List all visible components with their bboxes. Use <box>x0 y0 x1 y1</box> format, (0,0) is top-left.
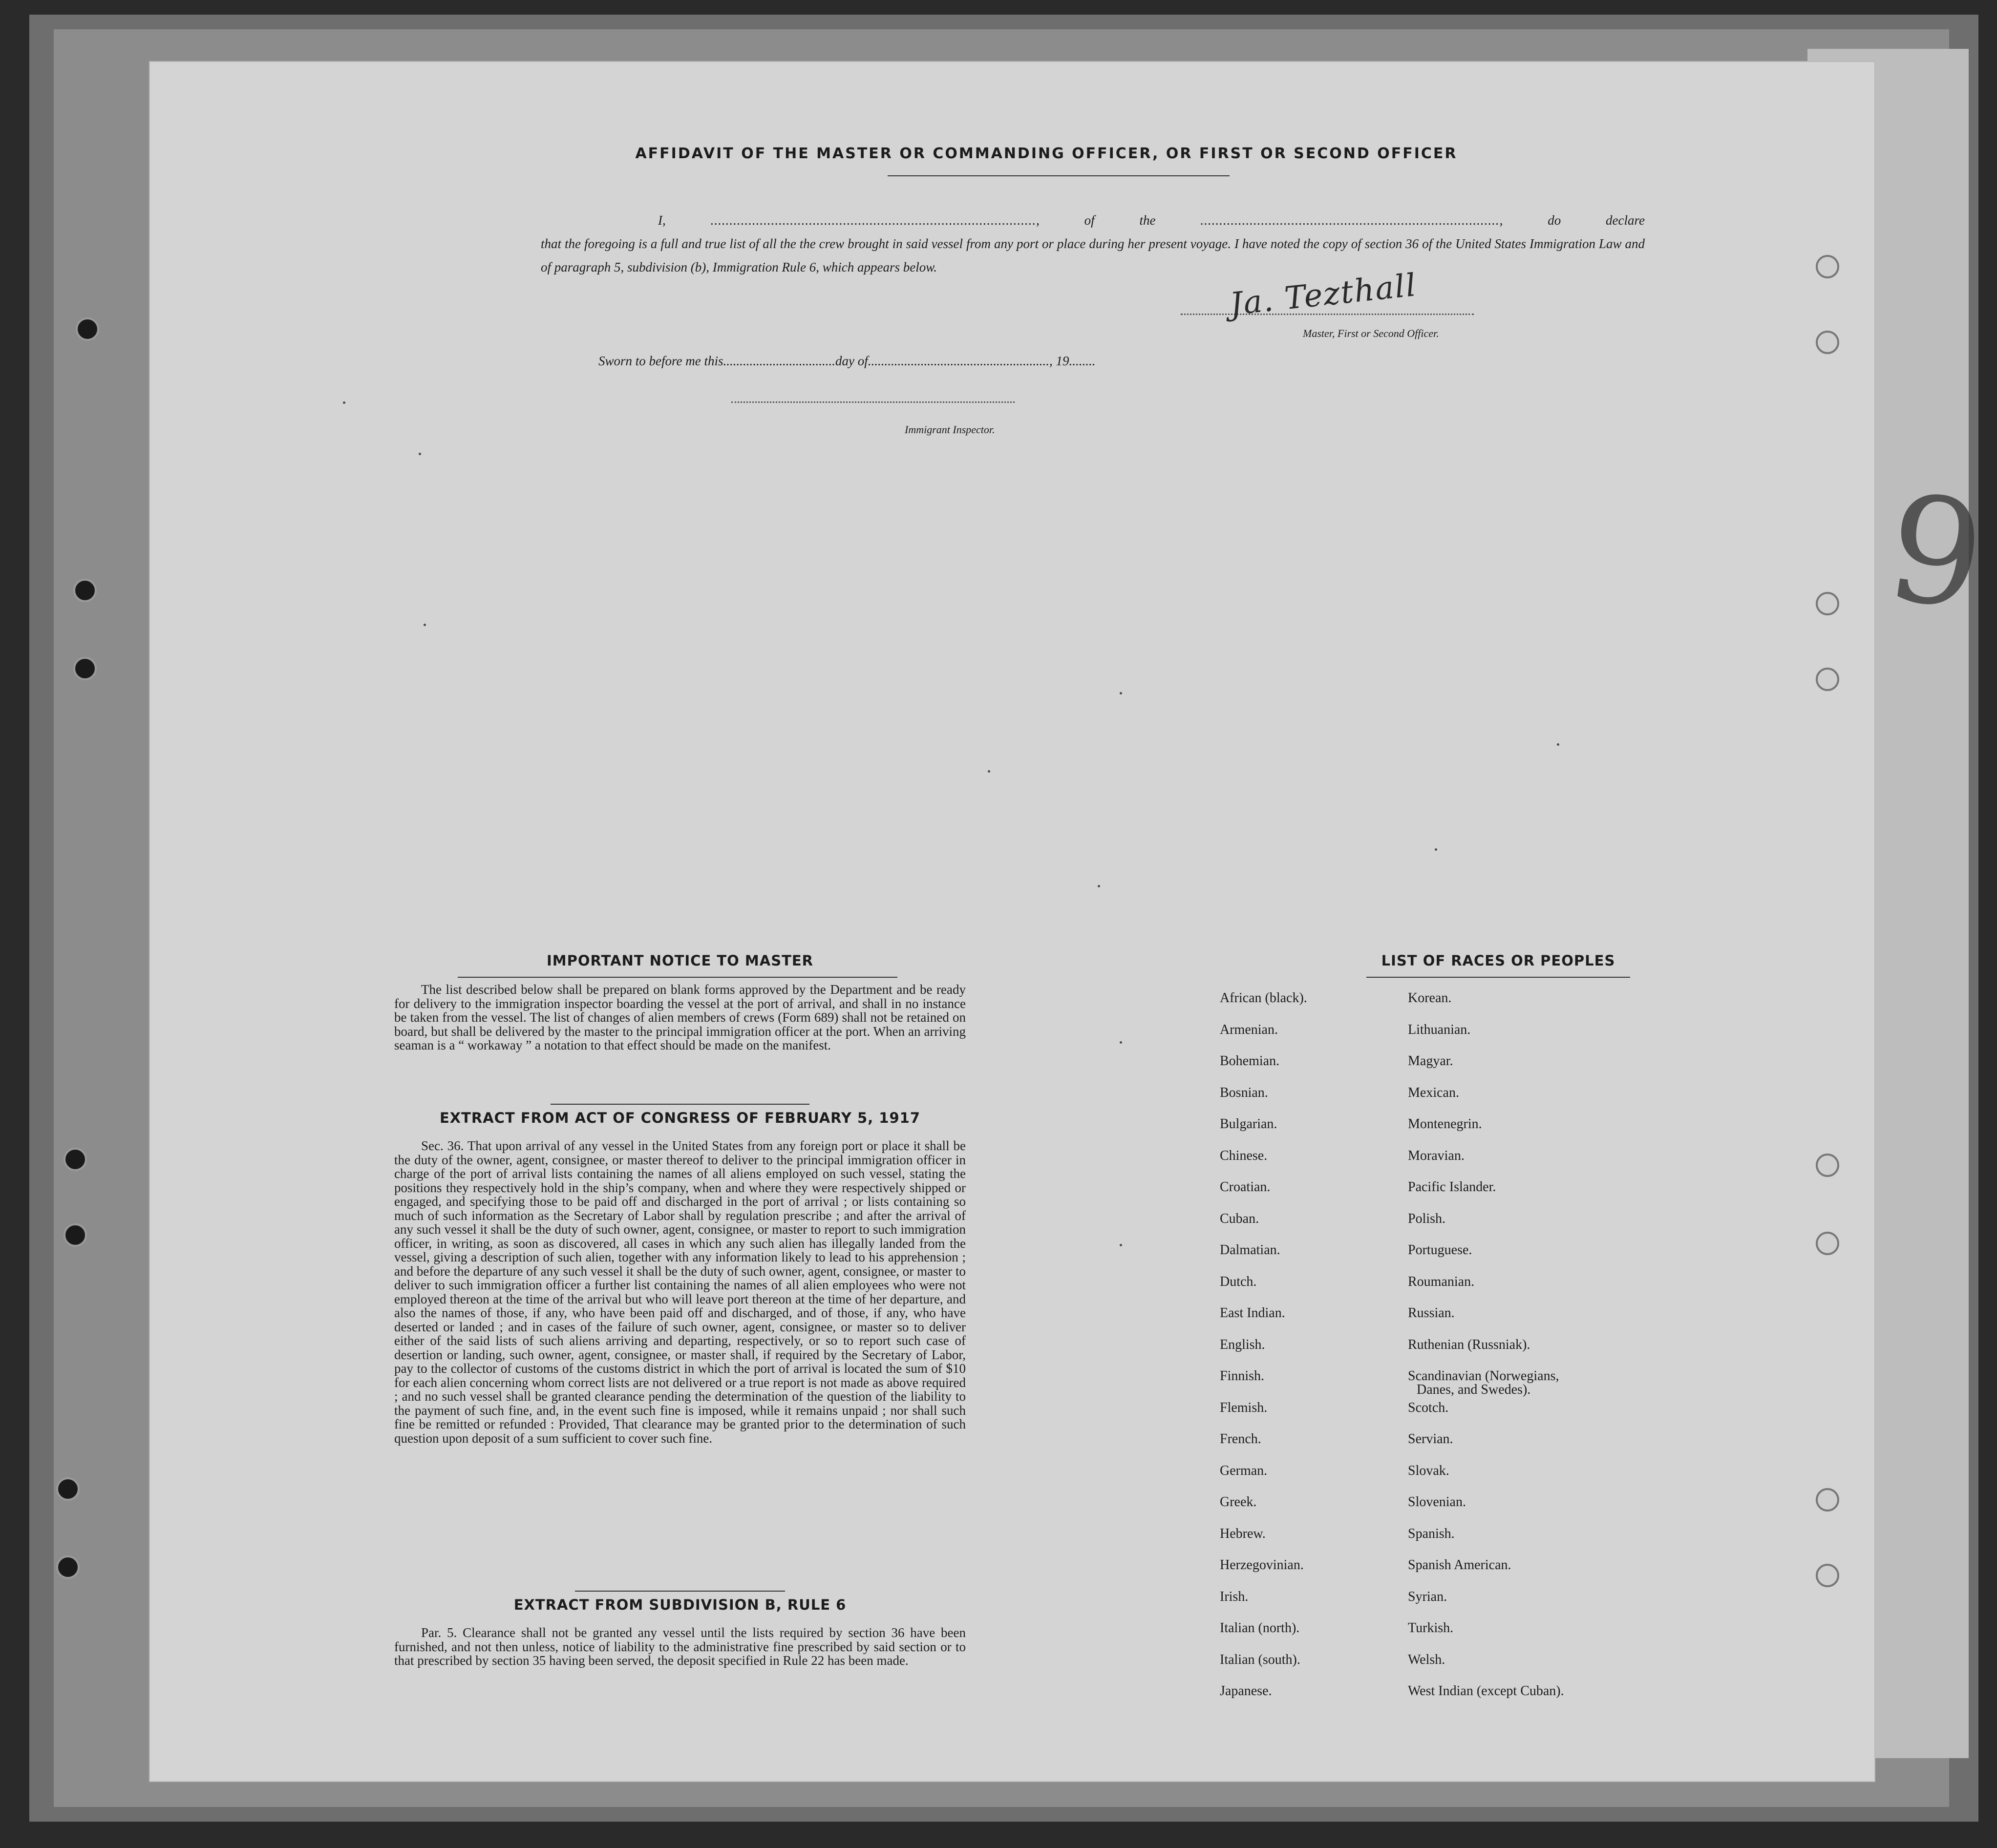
act-title: EXTRACT FROM ACT OF CONGRESS OF FEBRUARY 5, 1917 <box>439 1110 921 1126</box>
race-item-line1: Scandinavian (Norwegians, <box>1408 1368 1559 1384</box>
race-item: Flemish. <box>1220 1400 1268 1415</box>
race-item: Magyar. <box>1408 1053 1453 1069</box>
binder-hole-icon <box>76 317 99 341</box>
affidavit-paragraph: that the foregoing is a full and true list of all the the crew brought in said vessel from any port or place during her present voyage. I have noted the copy of section 36 of the United States Immigration Law and of paragraph 5, subdivision (b), Immigration Rule 6, which appears below. <box>541 236 1645 274</box>
affidavit-of-the: , of the <box>1036 213 1156 228</box>
race-item: Armenian. <box>1220 1022 1278 1037</box>
race-item: Servian. <box>1408 1431 1453 1447</box>
speck <box>1098 885 1100 887</box>
binder-hole-icon <box>56 1477 80 1501</box>
race-item: Turkish. <box>1408 1620 1454 1636</box>
race-item: Cuban. <box>1220 1211 1259 1226</box>
race-item: Dalmatian. <box>1220 1242 1280 1258</box>
binder-hole-icon <box>73 579 97 602</box>
notice-title: IMPORTANT NOTICE TO MASTER <box>546 952 814 969</box>
race-item: Slovak. <box>1408 1463 1449 1478</box>
punch-hole-icon <box>1816 1564 1839 1587</box>
notice-bottom-rule <box>551 1104 809 1105</box>
vessel-blank: ............................................................................... <box>1200 213 1500 228</box>
race-item: Spanish. <box>1408 1526 1455 1541</box>
sworn-line: Sworn to before me this..................................day of......................................................., 19........ <box>598 354 1096 368</box>
race-item: Hebrew. <box>1220 1526 1266 1541</box>
race-item: Croatian. <box>1220 1179 1271 1195</box>
punch-hole-icon <box>1816 1488 1839 1512</box>
punch-hole-icon <box>1816 331 1839 354</box>
race-item: Portuguese. <box>1408 1242 1472 1258</box>
race-item: Bosnian. <box>1220 1085 1268 1100</box>
race-item: Bulgarian. <box>1220 1116 1277 1132</box>
document-page <box>149 61 1994 1782</box>
race-item: African (black). <box>1220 990 1307 1006</box>
race-item: Scotch. <box>1408 1400 1449 1415</box>
inspector-caption: Immigrant Inspector. <box>905 423 995 436</box>
speck <box>1120 692 1122 694</box>
race-item: Roumanian. <box>1408 1274 1475 1289</box>
race-item: West Indian (except Cuban). <box>1408 1683 1564 1699</box>
race-item: Syrian. <box>1408 1589 1447 1604</box>
races-rule <box>1366 977 1630 978</box>
race-item: English. <box>1220 1337 1265 1352</box>
race-item: Lithuanian. <box>1408 1022 1471 1037</box>
race-item-line2: Danes, and Swedes). <box>1417 1382 1531 1397</box>
speck <box>343 401 345 404</box>
notice-rule <box>458 977 897 978</box>
binder-hole-icon <box>56 1555 80 1579</box>
rule-text: Par. 5. Clearance shall not be granted any vessel until the lists required by section 36 have been furnished, and not then unless, notice of liability to the administrative fine prescribed by said section or to that prescribed by section 35 having been served, the deposit specified in Rule 22 has been made. <box>394 1625 966 1668</box>
notice-text: The list described below shall be prepared on blank forms approved by the Department and be ready for delivery to the immigration inspector boarding the vessel at the port of arrival, and shall in no instance be taken from the vessel. The list of changes of alien members of crews (Form 689) shall not be retained on board, but shall be delivered by the master to the principal immigration officer at the port. When an arriving seaman is a “ workaway ” a notation to that effect should be made on the manifest. <box>394 982 966 1052</box>
races-right-column <box>1408 983 1564 1707</box>
race-item: Irish. <box>1220 1589 1249 1604</box>
race-item: Herzegovinian. <box>1220 1557 1304 1573</box>
race-item: East Indian. <box>1220 1305 1285 1321</box>
speck <box>1120 1244 1122 1246</box>
race-item: Moravian. <box>1408 1148 1465 1163</box>
speck <box>424 624 426 626</box>
punch-hole-icon <box>1816 592 1839 615</box>
race-item: Greek. <box>1220 1494 1257 1510</box>
binder-hole-icon <box>64 1223 87 1247</box>
race-item: Montenegrin. <box>1408 1116 1482 1132</box>
signature: Ja. Tezthall <box>1228 267 1419 323</box>
rule-title: EXTRACT FROM SUBDIVISION B, RULE 6 <box>513 1596 847 1613</box>
races-title: LIST OF RACES OR PEOPLES <box>1381 952 1615 969</box>
signature-line <box>1181 314 1474 315</box>
punch-hole-icon <box>1816 668 1839 691</box>
speck <box>1557 743 1559 746</box>
race-item: Dutch. <box>1220 1274 1257 1289</box>
affidavit-do-declare: , do declare <box>1499 213 1645 228</box>
race-item: Welsh. <box>1408 1652 1445 1667</box>
race-item: German. <box>1220 1463 1268 1478</box>
act-bottom-rule <box>575 1591 785 1592</box>
punch-hole-icon <box>1816 255 1839 278</box>
race-item: French. <box>1220 1431 1261 1447</box>
race-item: Mexican. <box>1408 1085 1459 1100</box>
race-item: Russian. <box>1408 1305 1455 1321</box>
races-left-column <box>1220 983 1307 1707</box>
act-text: Sec. 36. That upon arrival of any vessel in the United States from any foreign port or place it shall be the duty of the owner, agent, consignee, or master thereof to deliver to the principal immigration officer in charge of the port of arrival lists containing the names of all aliens employed on such vessel, stating the positions they respectively hold in the ship’s company, when and where they were respectively shipped or engaged, and specifying those to be paid off and discharged in the port of arrival ; or lists containing so much of such information as the Secretary of Labor shall by regulation prescribe ; and after the arrival of any such vessel it shall be the duty of such owner, agent, consignee, or master to report to such immigration officer, in writing, as soon as discovered, all cases in which any such alien has illegally landed from the vessel, giving a description of such alien, together with any information likely to lead to his apprehension ; and before the departure of any such vessel it shall be the duty of such owner, agent, consignee, or master to deliver to such immigration officer a further list containing the names of all alien employees who were not employed thereon at the time of the arrival but who will leave port thereon at the time of her departure, and also the names of those, if any, who have been paid off and discharged, and of those, if any, who have deserted or landed ; and in cases of the failure of such owner, agent, consignee, or master so to deliver either of the said lists of such aliens arriving and departing, respectively, or so to report such case of desertion or landing, such owner, agent, consignee, or master shall, if required by the Secretary of Labor, pay to the collector of customs of the customs district in which the port of arrival is located the sum of $10 for each alien concerning whom correct lists are not delivered or a true report is not made as above required ; and no such vessel shall be granted clearance pending the determination of the question of the liability to the payment of such fine, and, in the event such fine is imposed, while it remains unpaid ; nor shall such fine be remitted or refunded : Provided, That clearance may be granted prior to the determination of such question upon deposit of a sum sufficient to cover such fine. <box>394 1138 966 1446</box>
binder-hole-icon <box>64 1148 87 1171</box>
race-item: Japanese. <box>1220 1683 1272 1699</box>
race-item: Pacific Islander. <box>1408 1179 1496 1195</box>
name-blank: ...................................................................................... <box>710 213 1037 228</box>
race-item: Finnish. <box>1220 1368 1265 1384</box>
race-item: Korean. <box>1408 990 1452 1006</box>
binder-hole-icon <box>73 657 97 680</box>
inspector-signature-line <box>731 401 1015 403</box>
punch-hole-icon <box>1816 1232 1839 1255</box>
race-item-scandinavian <box>1408 1361 1564 1397</box>
title-underline <box>888 175 1230 176</box>
speck <box>1120 1041 1122 1044</box>
signature-caption: Master, First or Second Officer. <box>1303 327 1439 339</box>
speck <box>419 453 421 455</box>
speck <box>988 770 990 773</box>
race-item: Spanish American. <box>1408 1557 1511 1573</box>
race-item: Ruthenian (Russniak). <box>1408 1337 1530 1352</box>
affidavit-i: I, <box>658 213 666 228</box>
race-item: Bohemian. <box>1220 1053 1280 1069</box>
race-item: Chinese. <box>1220 1148 1268 1163</box>
affidavit-declaration-line <box>541 209 1645 232</box>
speck <box>1435 848 1437 851</box>
punch-hole-icon <box>1816 1154 1839 1177</box>
affidavit-title: AFFIDAVIT OF THE MASTER OR COMMANDING OFFICER, OR FIRST OR SECOND OFFICER <box>635 145 1458 162</box>
race-item: Polish. <box>1408 1211 1446 1226</box>
race-item: Slovenian. <box>1408 1494 1466 1510</box>
affidavit-body <box>541 209 1645 279</box>
pencil-mark: 9 <box>1877 462 1994 644</box>
race-item: Italian (north). <box>1220 1620 1300 1636</box>
race-item: Italian (south). <box>1220 1652 1300 1667</box>
